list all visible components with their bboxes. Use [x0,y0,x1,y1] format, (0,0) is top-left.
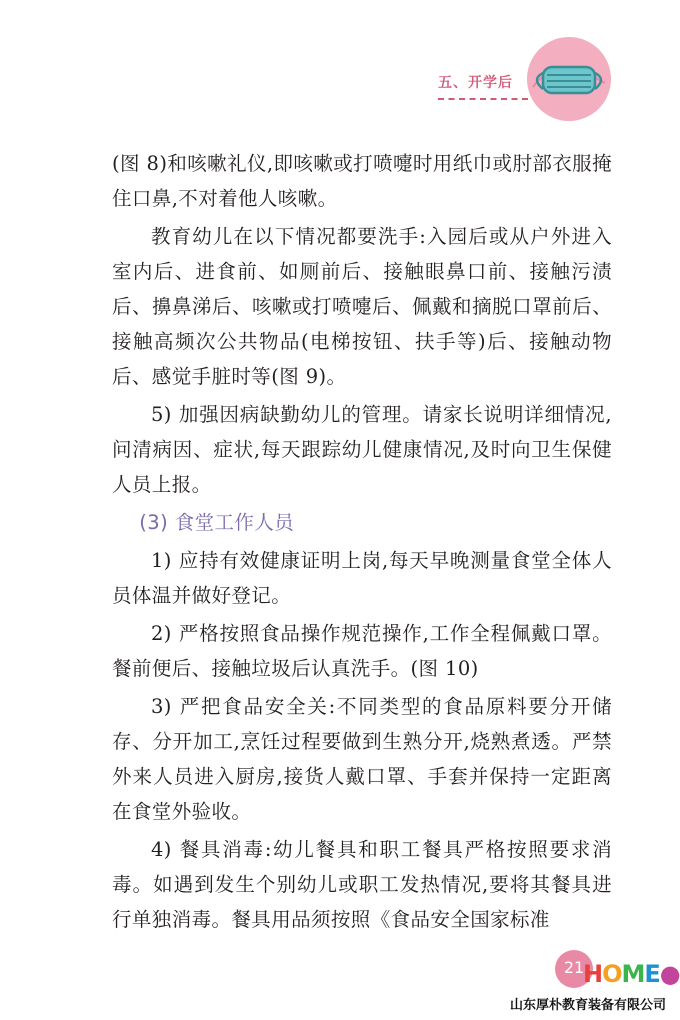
body-text [112,146,612,940]
paragraph-absence-management: 5) 加强因病缺勤幼儿的管理。请家长说明详细情况,问清病因、症状,每天跟踪幼儿健康情况,及时向卫生保健人员上报。 [112,403,612,496]
section-heading-canteen-staff: (3) 食堂工作人员 [139,511,295,534]
page-number: 21 [563,958,585,977]
paragraph-tableware-disinfection: 4) 餐具消毒:幼儿餐具和职工餐具严格按照要求消毒。如遇到发生个别幼儿或职工发热情况,要将其餐具进行单独消毒。餐具用品须按照《食品安全国家标准 [112,838,612,931]
home-logo: HOME● [583,960,680,988]
paragraph-cough-etiquette: (图 8)和咳嗽礼仪,即咳嗽或打喷嚏时用纸巾或肘部衣服掩住口鼻,不对着他人咳嗽。 [112,152,612,210]
publisher-watermark: 山东厚朴教育装备有限公司 [508,994,668,1013]
paragraph-health-certificate: 1) 应持有效健康证明上岗,每天早晚测量食堂全体人员体温并做好登记。 [112,549,612,607]
page-footer [555,950,680,990]
paragraph-food-operation: 2) 严格按照食品操作规范操作,工作全程佩戴口罩。餐前便后、接触垃圾后认真洗手。(图 10) [112,622,612,680]
paragraph-food-safety: 3) 严把食品安全关:不同类型的食品原料要分开储存、分开加工,烹饪过程要做到生熟分开,烧熟煮透。严禁外来人员进入厨房,接货人戴口罩、手套并保持一定距离在食堂外验收。 [112,695,612,823]
face-mask-icon [525,35,613,123]
section-title: 五、开学后 [438,75,513,91]
header-divider [438,98,528,100]
paragraph-handwashing: 教育幼儿在以下情况都要洗手:入园后或从户外进入室内后、进食前、如厕前后、接触眼鼻口前、接触污渍后、擤鼻涕后、咳嗽或打喷嚏后、佩戴和摘脱口罩前后、接触高频次公共物品(电梯按钮、扶手等)后、接触动物后、感觉手脏时等(图 9)。 [112,225,612,388]
